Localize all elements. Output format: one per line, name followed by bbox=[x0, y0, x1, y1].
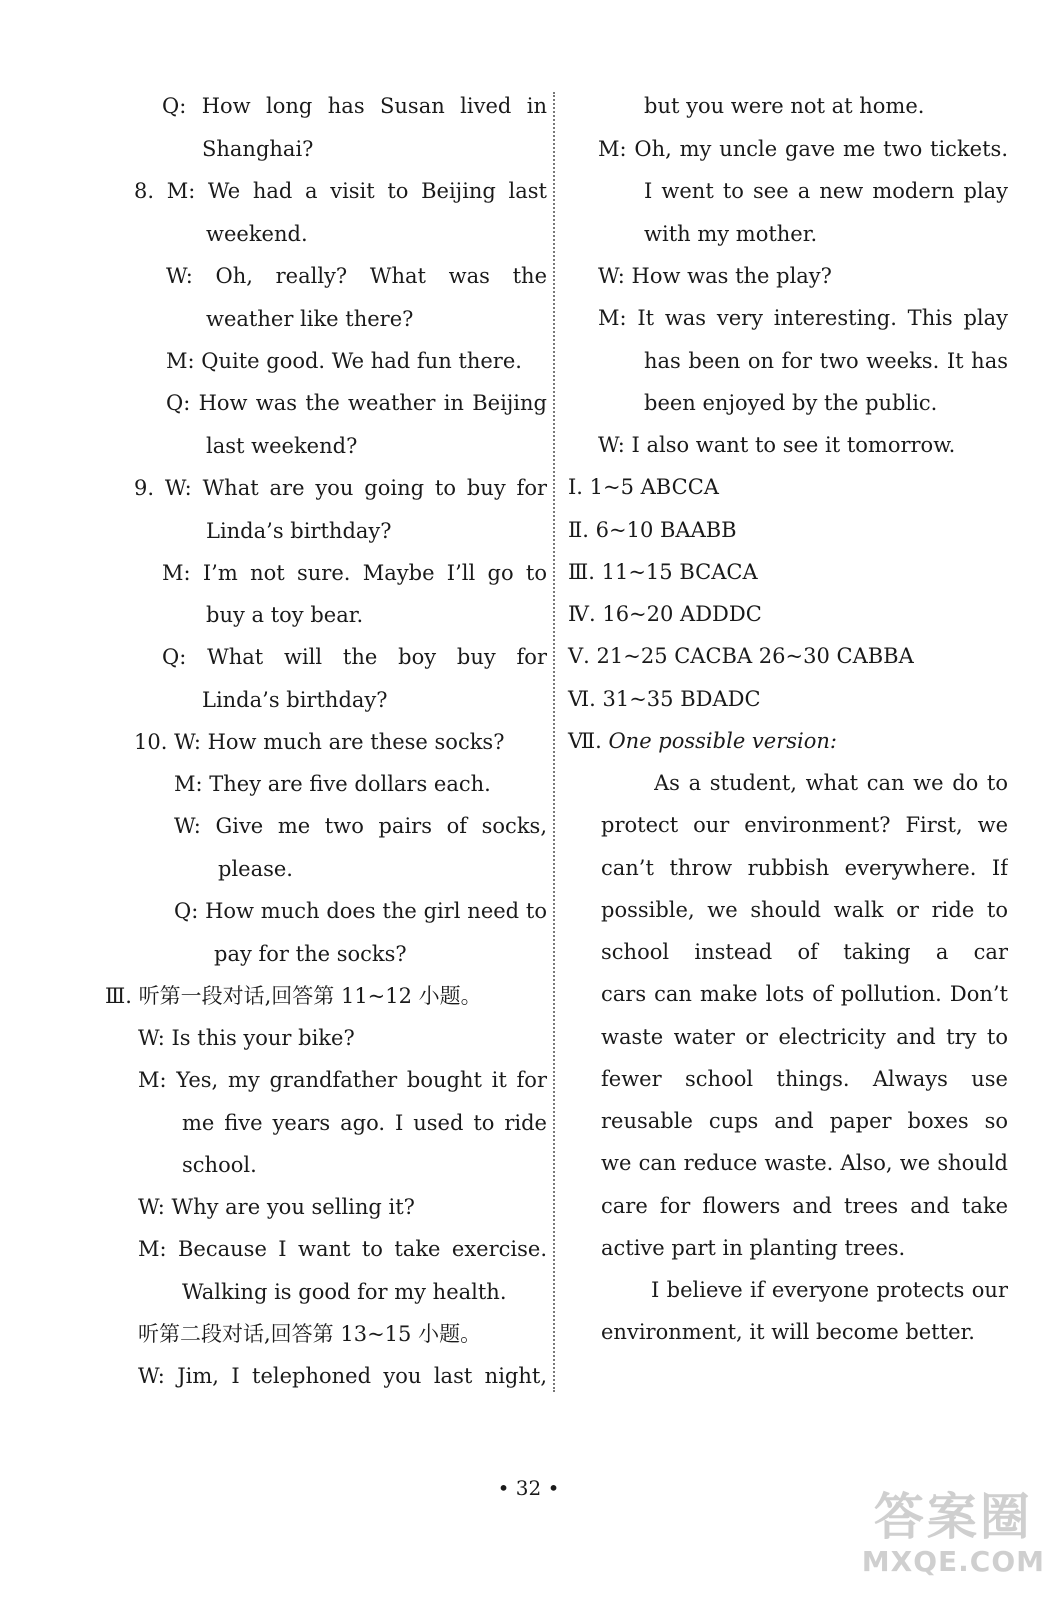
text-line: cars can make lots of pollution. Don’t bbox=[601, 982, 1008, 1006]
text-line: pay for the socks? bbox=[214, 942, 407, 966]
text-line: Linda’s birthday? bbox=[206, 519, 392, 543]
text-line: 10. W: How much are these socks? bbox=[134, 730, 505, 754]
text-line: environment, it will become better. bbox=[601, 1320, 975, 1344]
text-line: M: Quite good. We had fun there. bbox=[166, 349, 522, 373]
text-line: W: Give me two pairs of socks, bbox=[174, 814, 547, 838]
text-line: protect our environment? First, we bbox=[601, 813, 1008, 837]
text-line: Ⅱ. 6~10 BAABB bbox=[568, 518, 737, 542]
text-line: reusable cups and paper boxes so bbox=[601, 1109, 1008, 1133]
text-line: M: It was very interesting. This play bbox=[598, 306, 1008, 330]
text-line: can’t throw rubbish everywhere. If bbox=[601, 856, 1008, 880]
text-line: Ⅶ. One possible version: bbox=[568, 729, 837, 753]
text-line: As a student, what can we do to bbox=[654, 771, 1008, 795]
text-line: active part in planting trees. bbox=[601, 1236, 906, 1260]
text-line: Shanghai? bbox=[202, 137, 314, 161]
text-line: M: Oh, my uncle gave me two tickets. bbox=[598, 137, 1008, 161]
text-line: we can reduce waste. Also, we should bbox=[601, 1151, 1008, 1175]
text-line: I believe if everyone protects our bbox=[651, 1278, 1008, 1302]
text-line: been enjoyed by the public. bbox=[644, 391, 938, 415]
text-line: Ⅲ. 11~15 BCACA bbox=[568, 560, 758, 584]
column-divider bbox=[553, 92, 555, 1392]
page-number: • 32 • bbox=[497, 1476, 560, 1500]
text-line: weekend. bbox=[206, 222, 308, 246]
text-line: M: Yes, my grandfather bought it for bbox=[138, 1068, 547, 1092]
text-line: 8. M: We had a visit to Beijing last bbox=[134, 179, 547, 203]
watermark-url: MXQE.COM bbox=[861, 1545, 1045, 1578]
text-line: M: I’m not sure. Maybe I’ll go to bbox=[162, 561, 547, 585]
text-line: 9. W: What are you going to buy for bbox=[134, 476, 547, 500]
text-line: Ⅰ. 1~5 ABCCA bbox=[568, 475, 719, 499]
text-line: I went to see a new modern play bbox=[644, 179, 1008, 203]
text-line: Ⅴ. 21~25 CACBA 26~30 CABBA bbox=[568, 644, 914, 668]
text-line: possible, we should walk or ride to bbox=[601, 898, 1008, 922]
text-line: school. bbox=[182, 1153, 257, 1177]
text-line: has been on for two weeks. It has bbox=[644, 349, 1008, 373]
watermark-text: 答案圈 bbox=[873, 1488, 1033, 1546]
watermark-logo bbox=[862, 1489, 1045, 1578]
text-line: W: Is this your bike? bbox=[138, 1026, 355, 1050]
text-line: Ⅵ. 31~35 BDADC bbox=[568, 687, 761, 711]
text-line: Walking is good for my health. bbox=[182, 1280, 507, 1304]
text-line: W: Why are you selling it? bbox=[138, 1195, 415, 1219]
text-line: W: Oh, really? What was the bbox=[166, 264, 547, 288]
text-line: Q: How much does the girl need to bbox=[174, 899, 547, 923]
text-line: fewer school things. Always use bbox=[601, 1067, 1008, 1091]
text-line: care for flowers and trees and take bbox=[601, 1194, 1008, 1218]
text-line: buy a toy bear. bbox=[206, 603, 364, 627]
text-line: waste water or electricity and try to bbox=[601, 1025, 1008, 1049]
text-line: Ⅳ. 16~20 ADDDC bbox=[568, 602, 762, 626]
text-line: W: Jim, I telephoned you last night, bbox=[138, 1364, 547, 1388]
text-line: Q: How was the weather in Beijing bbox=[166, 391, 547, 415]
text-line: with my mother. bbox=[644, 222, 818, 246]
text-line: M: They are five dollars each. bbox=[174, 772, 491, 796]
text-line: weather like there? bbox=[206, 307, 414, 331]
text-line: school instead of taking a car bbox=[601, 940, 1008, 964]
text-line: Q: What will the boy buy for bbox=[162, 645, 547, 669]
text-line: last weekend? bbox=[206, 434, 358, 458]
text-line: me five years ago. I used to ride bbox=[182, 1111, 547, 1135]
text-line: please. bbox=[218, 857, 293, 881]
text-line: W: How was the play? bbox=[598, 264, 832, 288]
text-line: 听第二段对话,回答第 13~15 小题。 bbox=[138, 1322, 482, 1346]
text-line: Q: How long has Susan lived in bbox=[162, 94, 547, 118]
text-line: Ⅲ. 听第一段对话,回答第 11~12 小题。 bbox=[105, 984, 482, 1008]
text-line: W: I also want to see it tomorrow. bbox=[598, 433, 956, 457]
text-line: but you were not at home. bbox=[644, 94, 925, 118]
text-line: Linda’s birthday? bbox=[202, 688, 388, 712]
text-line: M: Because I want to take exercise. bbox=[138, 1237, 547, 1261]
